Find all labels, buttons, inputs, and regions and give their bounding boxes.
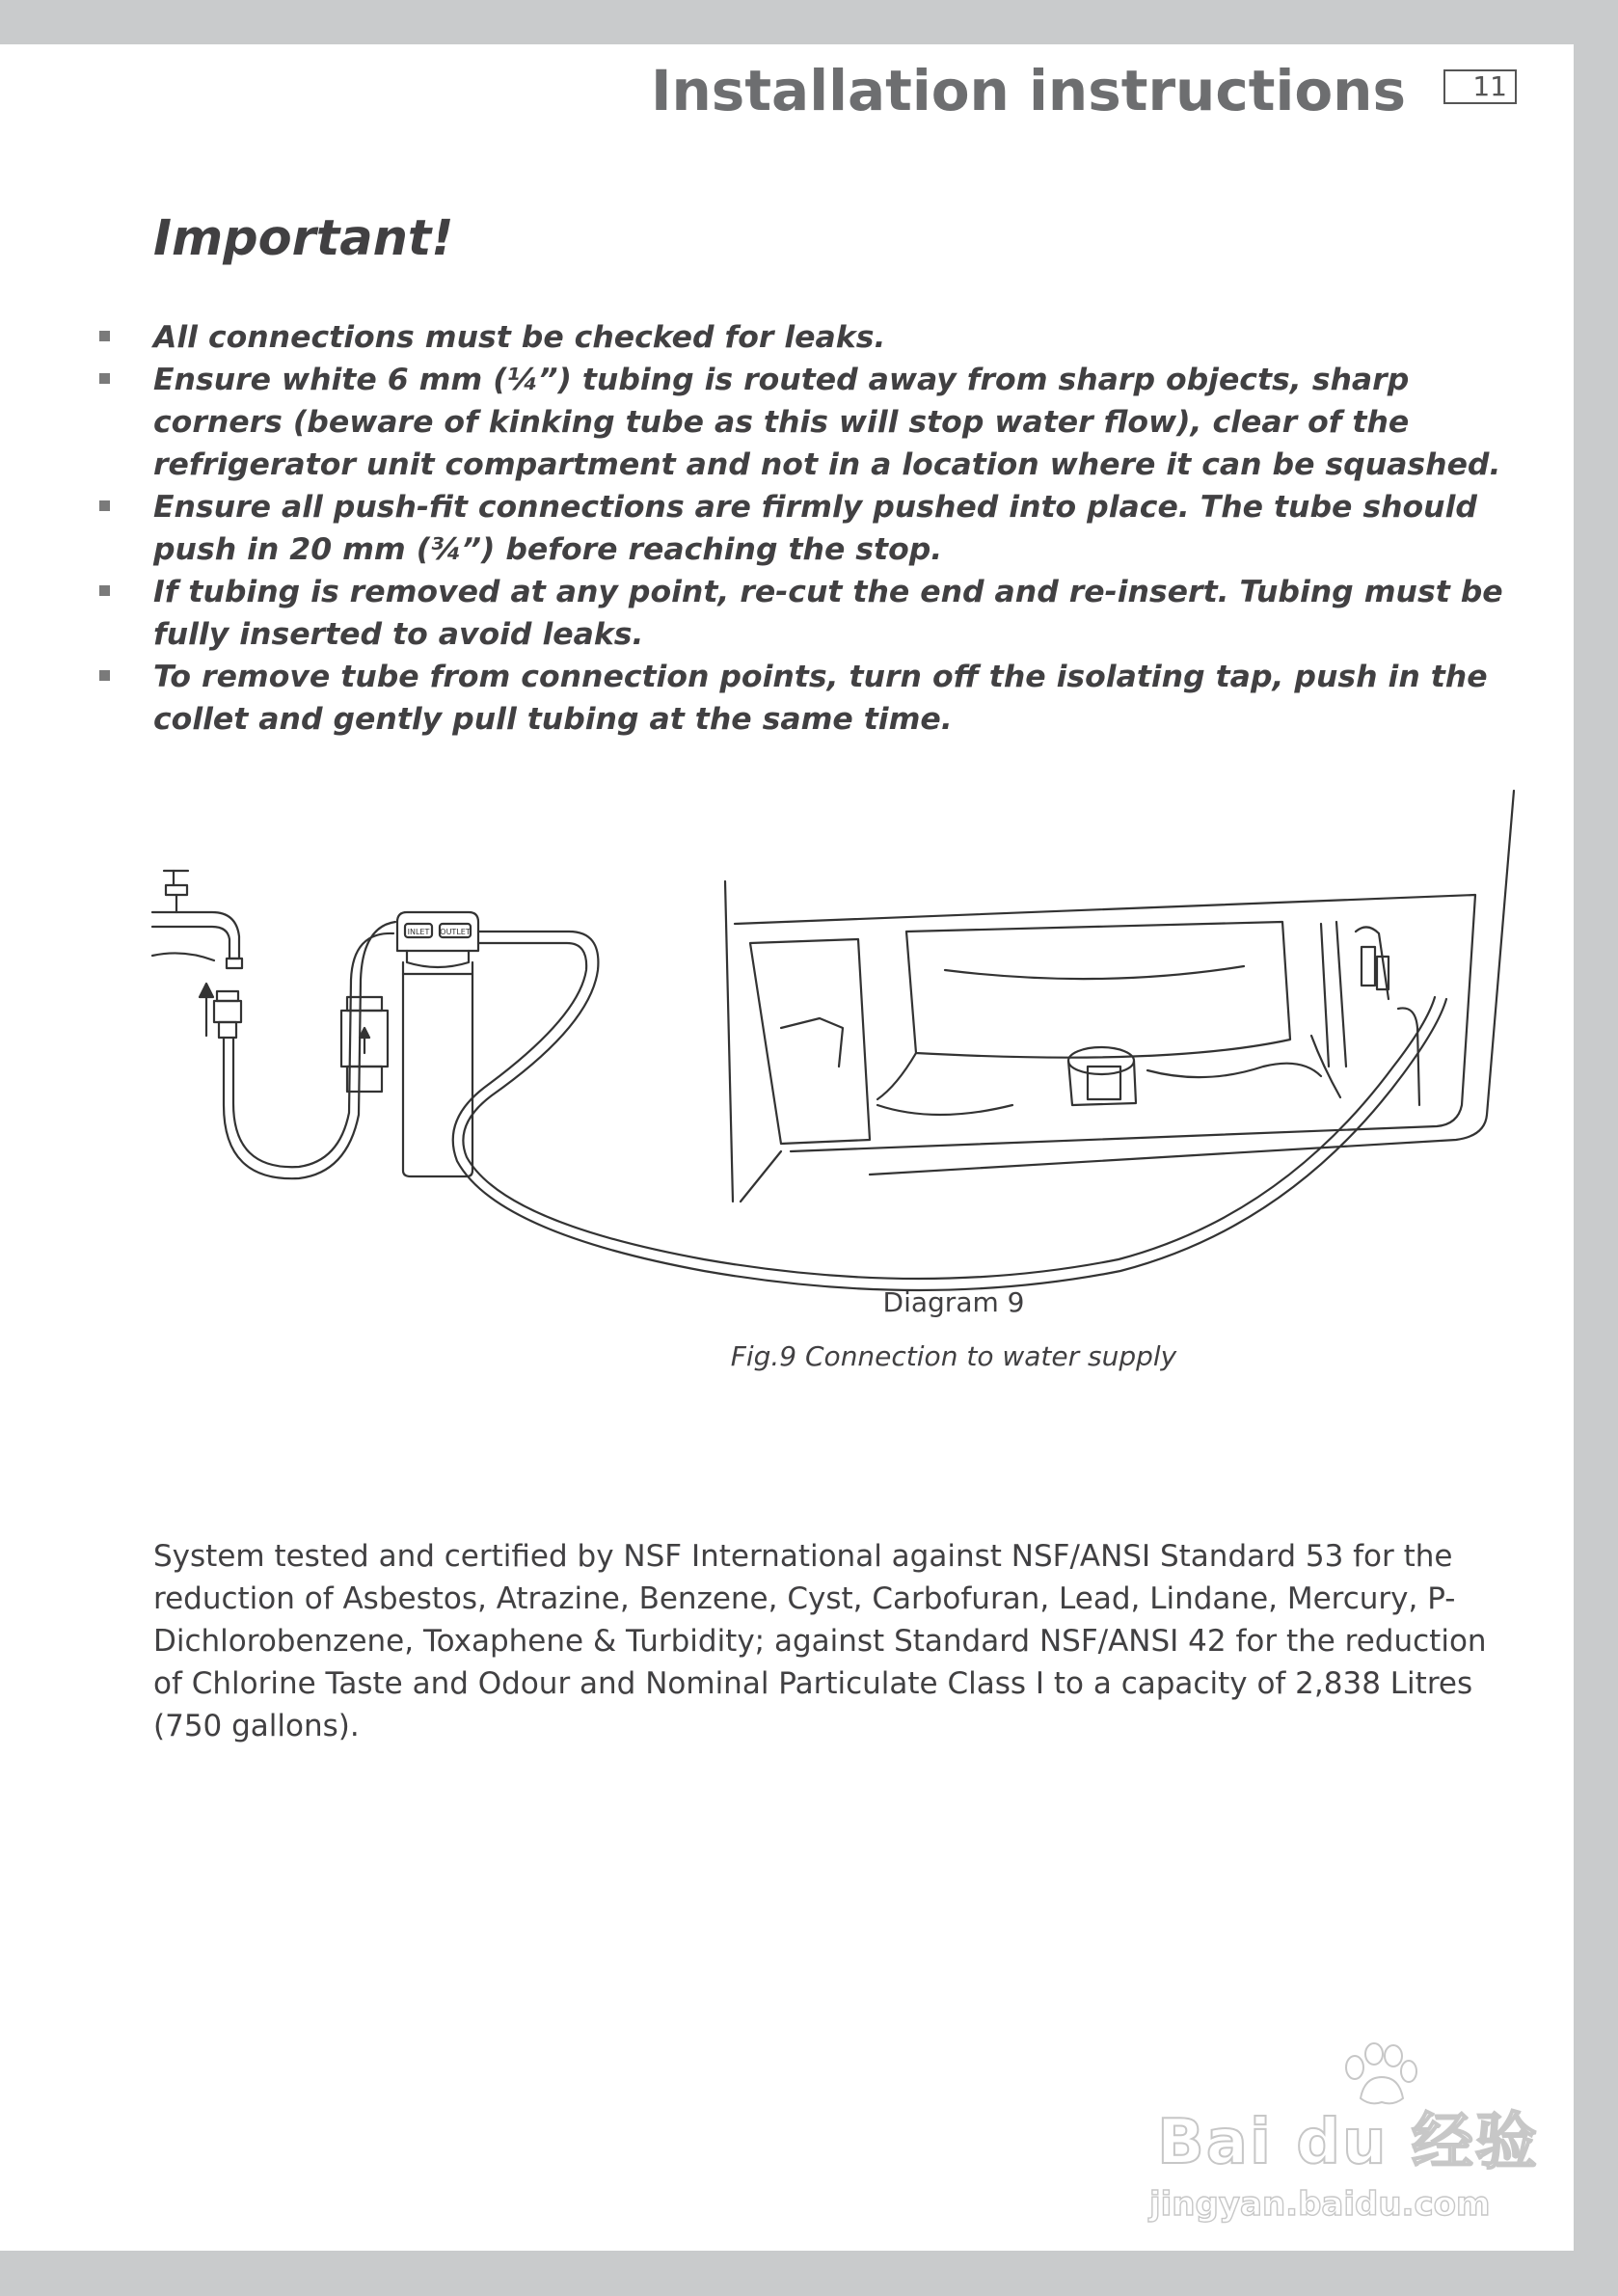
page-title: Installation instructions	[650, 58, 1406, 123]
list-item	[96, 571, 1514, 656]
manual-page	[0, 44, 1574, 2251]
baidu-jingyan-watermark	[1138, 2042, 1539, 2235]
bullet-text: All connections must be checked for leaks.	[153, 320, 886, 355]
filter-outlet-label: OUTLET	[440, 928, 471, 936]
bullet-text: To remove tube from connection points, turn off the isolating tap, push in the collet and gently pull tubing at the same time.	[153, 660, 1488, 737]
page-number: 11	[1443, 69, 1517, 104]
bullet-text: Ensure all push-fit connections are firmly pushed into place. The tube should push in 20 mm (¾”) before reaching the stop.	[153, 490, 1477, 567]
water-filter	[397, 912, 478, 1176]
important-bullet-list	[96, 316, 1514, 741]
diagram-label: Diagram 9	[882, 1286, 1025, 1318]
bullet-square-icon	[99, 670, 110, 681]
refrigerator-base	[725, 791, 1514, 1202]
flow-direction-arrow-icon	[200, 984, 213, 1036]
outlet-tube	[453, 932, 1446, 1290]
list-item	[96, 359, 1514, 486]
figure-caption: Fig.9 Connection to water supply	[730, 1340, 1177, 1372]
water-supply-diagram	[145, 777, 1524, 1298]
bullet-text: Ensure white 6 mm (¼”) tubing is routed away from sharp objects, sharp corners (beware of kinking tube as this will stop water flow), clear of the refrigerator unit compartment and not in a location where it can be squashed.	[153, 363, 1501, 482]
watermark-url: jingyan.baidu.com	[1149, 2185, 1491, 2224]
important-heading: Important!	[153, 210, 454, 267]
bullet-square-icon	[99, 500, 110, 511]
bullet-square-icon	[99, 585, 110, 596]
list-item	[96, 486, 1514, 571]
list-item	[96, 316, 1514, 359]
filter-inlet-label: INLET	[407, 928, 430, 936]
watermark-brand: Bai du 经验	[1157, 2107, 1539, 2178]
isolating-tap-icon	[152, 871, 242, 968]
bullet-square-icon	[99, 331, 110, 341]
certification-paragraph: System tested and certified by NSF International against NSF/ANSI Standard 53 for the reduction of Asbestos, Atrazine, Benzene, Cyst, Carbofuran, Lead, Lindane, Mercury, P-Dichlorobenzene, Toxaphene & Turbidity; against Standard NSF/ANSI 42 for the reduction of Chlorine Taste and Odour and Nominal Particulate Class I to a capacity of 2,838 Litres (750 gallons).	[153, 1539, 1487, 1743]
flow-valve-icon	[341, 997, 388, 1092]
bullet-square-icon	[99, 373, 110, 384]
list-item	[96, 656, 1514, 741]
bullet-text: If tubing is removed at any point, re-cut the end and re-insert. Tubing must be fully inserted to avoid leaks.	[153, 575, 1503, 652]
